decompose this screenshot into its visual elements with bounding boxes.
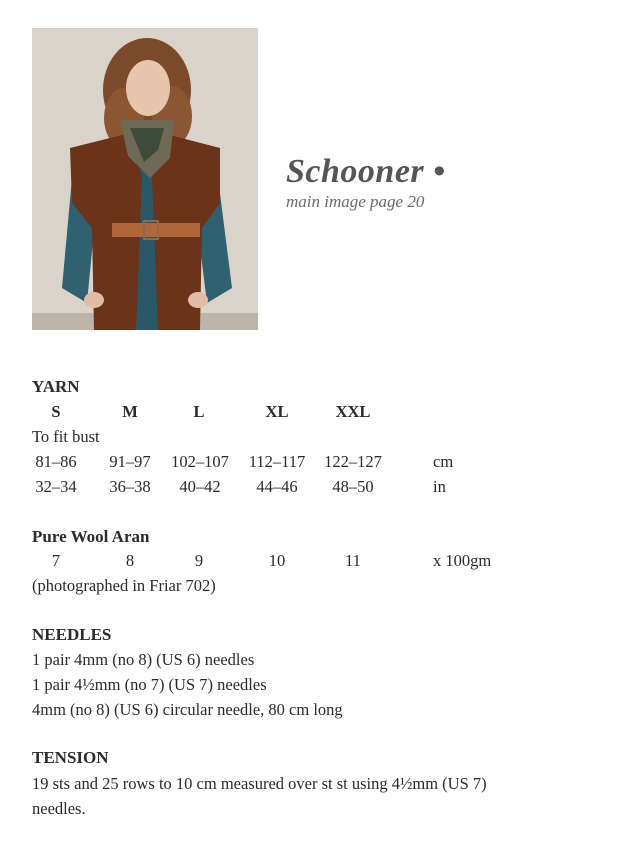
size-label: S [51,402,61,421]
in-value: 36–38 [109,477,151,496]
needle-line: 4mm (no 8) (US 6) circular needle, 80 cm long [32,700,343,719]
size-label: XL [265,402,289,421]
cm-unit: cm [433,452,454,471]
ball-count: 7 [51,551,61,570]
size-label: M [122,402,138,421]
in-value: 48–50 [332,477,374,496]
needles-heading: NEEDLES [32,625,112,644]
ball-unit: x 100gm [433,551,492,570]
tension-heading: TENSION [32,748,109,767]
ball-count: 11 [345,551,361,570]
cm-value: 102–107 [171,452,229,471]
in-value: 44–46 [256,477,298,496]
model-illustration [32,28,258,330]
needle-line: 1 pair 4mm (no 8) (US 6) needles [32,650,255,669]
ball-count: 10 [268,551,286,570]
ball-count: 9 [194,551,204,570]
cm-value: 81–86 [35,452,77,471]
needle-line: 1 pair 4½mm (no 7) (US 7) needles [32,675,267,694]
cm-value: 122–127 [324,452,382,471]
tension-line: needles. [32,799,86,818]
wool-heading: Pure Wool Aran [32,527,150,546]
fit-bust-label: To fit bust [32,427,100,446]
in-value: 40–42 [179,477,221,496]
cm-value: 112–117 [248,452,306,471]
pattern-subtitle: main image page 20 [286,192,425,211]
tension-line: 19 sts and 25 rows to 10 cm measured over st st using 4½mm (US 7) [32,774,487,793]
yarn-heading: YARN [32,377,80,396]
photographed-note: (photographed in Friar 702) [32,576,216,595]
in-unit: in [433,477,446,496]
size-label: XXL [335,402,371,421]
pattern-title: Schooner • [286,153,446,190]
title-block [286,152,446,212]
garment-photo [32,28,258,330]
size-label: L [193,402,205,421]
in-value: 32–34 [35,477,77,496]
ball-count: 8 [125,551,135,570]
cm-value: 91–97 [109,452,151,471]
